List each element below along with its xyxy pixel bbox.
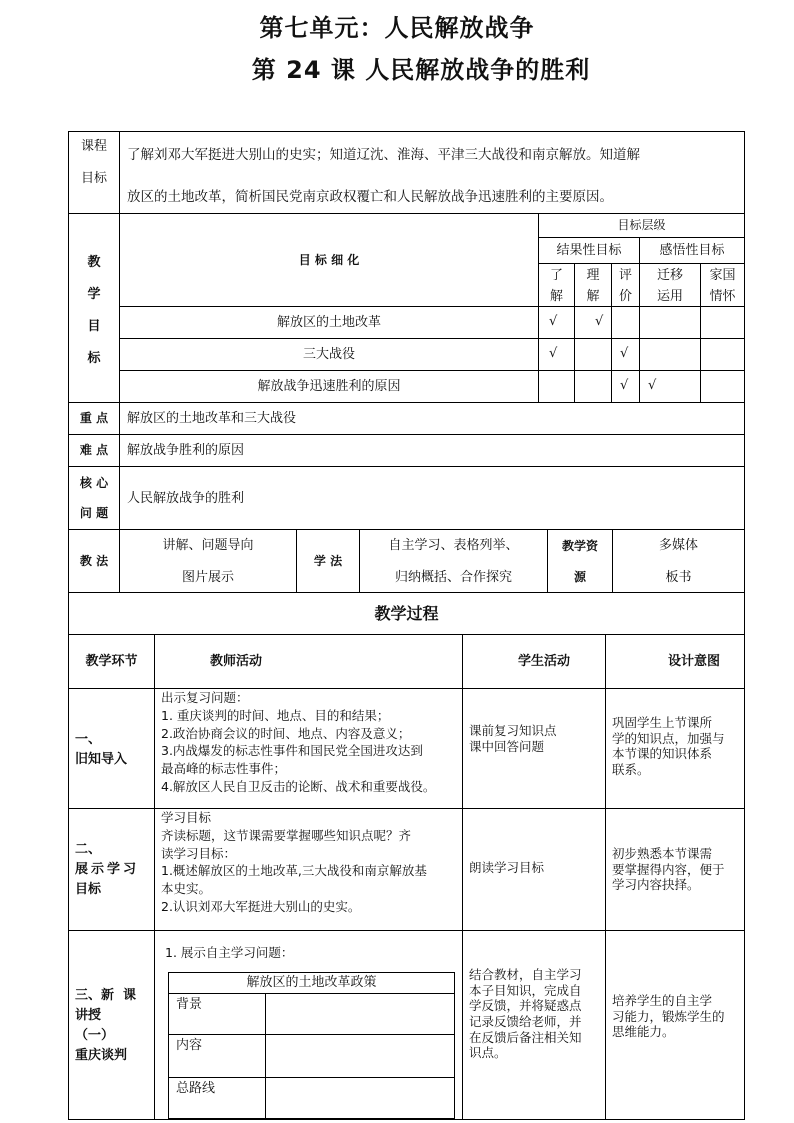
difficult-point-text: 解放战争胜利的原因 [119,434,745,467]
step1-teacher-line-1: 出示复习问题： [161,690,249,705]
sub-header-patriotism [700,263,745,307]
goal-row-1-text: 解放区的土地改革 [119,306,539,339]
sub-header-comprehend [574,263,612,307]
course-goal-text [119,131,745,214]
resource-2: 板书 [665,570,692,585]
sub-header-patriotism-1: 家国 [709,268,736,283]
core-question-label-2: 问 题 [79,506,109,520]
lesson-title: 第 24 课 人民解放战争的胜利 [251,56,591,84]
step2-design-line-1: 初步熟悉本节课需 [612,846,713,861]
step2-student-line-1: 朗读学习目标 [469,860,545,875]
step2-design-line-3: 学习内容抉择。 [612,877,700,893]
key-point-label: 重 点 [68,402,120,435]
step3-student-line-1: 结合教材，自主学习 [469,967,582,982]
course-goal-line-2: 放区的土地改革，简析国民党南京政权覆亡和人民解放战争迅速胜利的主要原因。 [127,189,613,205]
goal-row-2-mark-1: √ [538,338,575,371]
core-question-label [68,466,120,530]
learn-method-2: 归纳概括、合作探究 [394,570,512,585]
step2-student [462,808,606,931]
step3-student-line-2: 本子目知识，完成自 [469,982,582,998]
step1-design-line-4: 联系。 [612,761,650,777]
sub-header-transfer-2: 运用 [656,288,683,304]
sub-header-comprehend-2: 解 [586,288,600,304]
course-goal-label-2: 目标 [80,171,107,186]
step1-student [462,688,606,809]
step3-design-line-3: 思维能力。 [612,1024,675,1040]
step2-teacher-line-3: 读学习目标： [161,845,237,861]
sub-header-comprehend-1: 理 [586,268,600,283]
key-point-text: 解放区的土地改革和三大战役 [119,402,745,435]
step2-teacher-line-1: 学习目标 [161,810,212,825]
step1-teacher-line-6: 4.解放区人民自卫反击的论断、战术和重要战役。 [161,778,436,794]
resource-label [547,529,613,593]
inner-row-content-label: 内容 [168,1034,266,1078]
step3-design [605,930,745,1120]
detail-header: 目 标 细 化 [119,213,539,307]
step1-teacher-line-4: 3.内战爆发的标志性事件和国民党全国进攻达到 [161,743,423,759]
step1-design-line-3: 本节课的知识体系 [612,746,713,762]
sub-header-understand-1: 了 [549,268,563,283]
step3-name-3: （一） [75,1028,115,1043]
teach-goal-char-1: 教 [87,255,101,270]
goal-row-3-mark-3: √ [611,370,640,403]
level-header: 目标层级 [538,213,745,238]
teach-goal-char-4: 标 [87,351,101,366]
goal-row-1-mark-5 [700,306,745,339]
inner-row-line-label: 总路线 [168,1077,266,1119]
step3-student-line-3: 学反馈，并将疑惑点 [469,998,582,1014]
goal-row-1-mark-2: √ [574,306,612,339]
goal-row-2-mark-4 [639,338,701,371]
step1-design-line-2: 学的知识点，加强与 [612,730,725,746]
core-question-label-1: 核 心 [79,476,109,490]
step2-teacher-line-5: 本史实。 [161,881,212,896]
sub-header-evaluate-2: 价 [618,288,632,304]
goal-row-3-mark-1 [538,370,575,403]
goal-row-2-text: 三大战役 [119,338,539,371]
step2-teacher-line-6: 2.认识刘邓大军挺进大别山的史实。 [161,898,361,914]
inner-row-content-value [265,1034,455,1078]
step3-name-2: 讲授 [75,1008,102,1023]
unit-title: 第七单元：人民解放战争 [259,14,535,42]
resource-text [612,529,745,593]
step2-teacher-line-2: 齐读标题，这节课需要掌握哪些知识点呢？齐 [161,827,412,843]
goal-row-1-mark-1: √ [538,306,575,339]
process-header-teacher: 教师活动 [154,634,463,689]
step2-teacher-line-4: 1.概述解放区的土地改革,三大战役和南京解放基 [161,863,427,879]
step3-teacher [154,930,463,1120]
step1-design [605,688,745,809]
process-header-stage: 教学环节 [68,634,155,689]
step1-teacher [154,688,463,809]
step3-design-line-2: 习能力，锻炼学生的 [612,1008,725,1024]
result-header: 结果性目标 [538,237,640,264]
step3-student-line-6: 识点。 [469,1045,507,1061]
goal-row-1-mark-4 [639,306,701,339]
inner-row-background-value [265,993,455,1035]
step3-name-1: 三、新 课 [75,988,137,1003]
step2-name-3: 目标 [75,882,102,897]
teach-method-2: 图片展示 [181,570,234,585]
step1-name-1: 一、 [75,732,102,747]
inner-row-background-label: 背景 [168,993,266,1035]
resource-1: 多媒体 [658,538,698,553]
difficult-point-label: 难 点 [68,434,120,467]
goal-row-1-mark-3 [611,306,640,339]
step3-name-4: 重庆谈判 [75,1048,128,1063]
sub-header-evaluate-1: 评 [618,268,632,283]
course-goal-line-1: 了解刘邓大军挺进大别山的史实；知道辽沈、淮海、平津三大战役和南京解放。知道解 [127,147,640,163]
goal-row-3-text: 解放战争迅速胜利的原因 [119,370,539,403]
step1-name [68,688,155,809]
step3-student-line-5: 在反馈后备注相关知 [469,1029,582,1045]
step1-teacher-line-2: 1. 重庆谈判的时间、地点、目的和结果； [161,707,390,723]
step3-student-line-4: 记录反馈给老师，并 [469,1013,582,1029]
teach-method-text [119,529,297,593]
resource-label-2: 源 [573,570,586,584]
goal-row-2-mark-3: √ [611,338,640,371]
step2-design [605,808,745,931]
step3-teacher-intro: 1. 展示自主学习问题： [165,945,294,960]
step2-name-1: 二、 [75,842,102,857]
course-goal-label [68,131,120,214]
sub-header-evaluate [611,263,640,307]
inner-table-title: 解放区的土地改革政策 [168,972,455,994]
teach-method-1: 讲解、问题导向 [162,538,254,553]
sub-header-patriotism-2: 情怀 [709,288,736,304]
goal-row-2-mark-2 [574,338,612,371]
sub-header-understand [538,263,575,307]
goal-row-3-mark-4: √ [639,370,701,403]
teach-goal-char-3: 目 [87,319,101,334]
process-header-design: 设计意图 [605,634,745,689]
teach-method-label: 教 法 [68,529,120,593]
step1-teacher-line-3: 2.政治协商会议的时间、地点、内容及意义； [161,725,411,741]
course-goal-label-1: 课程 [80,139,107,154]
goal-row-3-mark-2 [574,370,612,403]
step3-student [462,930,606,1120]
learn-method-text [359,529,548,593]
step2-name-2: 展示学习 [75,862,140,877]
step1-student-line-2: 课中回答问题 [469,739,545,755]
step1-design-line-1: 巩固学生上节课所 [612,715,713,730]
resource-label-1: 教学资 [561,539,598,553]
inner-row-line-value [265,1077,455,1119]
step3-design-line-1: 培养学生的自主学 [612,993,713,1008]
goal-row-3-mark-5 [700,370,745,403]
core-question-text: 人民解放战争的胜利 [119,466,745,530]
teach-goal-char-2: 学 [87,287,101,302]
sub-header-transfer [639,263,701,307]
sub-header-transfer-1: 迁移 [656,268,683,283]
learn-method-label: 学 法 [296,529,360,593]
step1-name-2: 旧知导入 [75,752,128,767]
sub-header-understand-2: 解 [549,288,563,304]
process-title: 教学过程 [68,592,745,635]
goal-row-2-mark-5 [700,338,745,371]
learn-method-1: 自主学习、表格列举、 [388,538,519,553]
feel-header: 感悟性目标 [639,237,745,264]
step3-name [68,930,155,1120]
step1-student-line-1: 课前复习知识点 [469,723,557,738]
teach-goal-label [68,213,120,403]
step2-teacher [154,808,463,931]
step2-design-line-2: 要掌握得内容，便于 [612,861,725,877]
step2-name [68,808,155,931]
step1-teacher-line-5: 最高峰的标志性事件； [161,761,287,776]
process-header-student: 学生活动 [462,634,606,689]
